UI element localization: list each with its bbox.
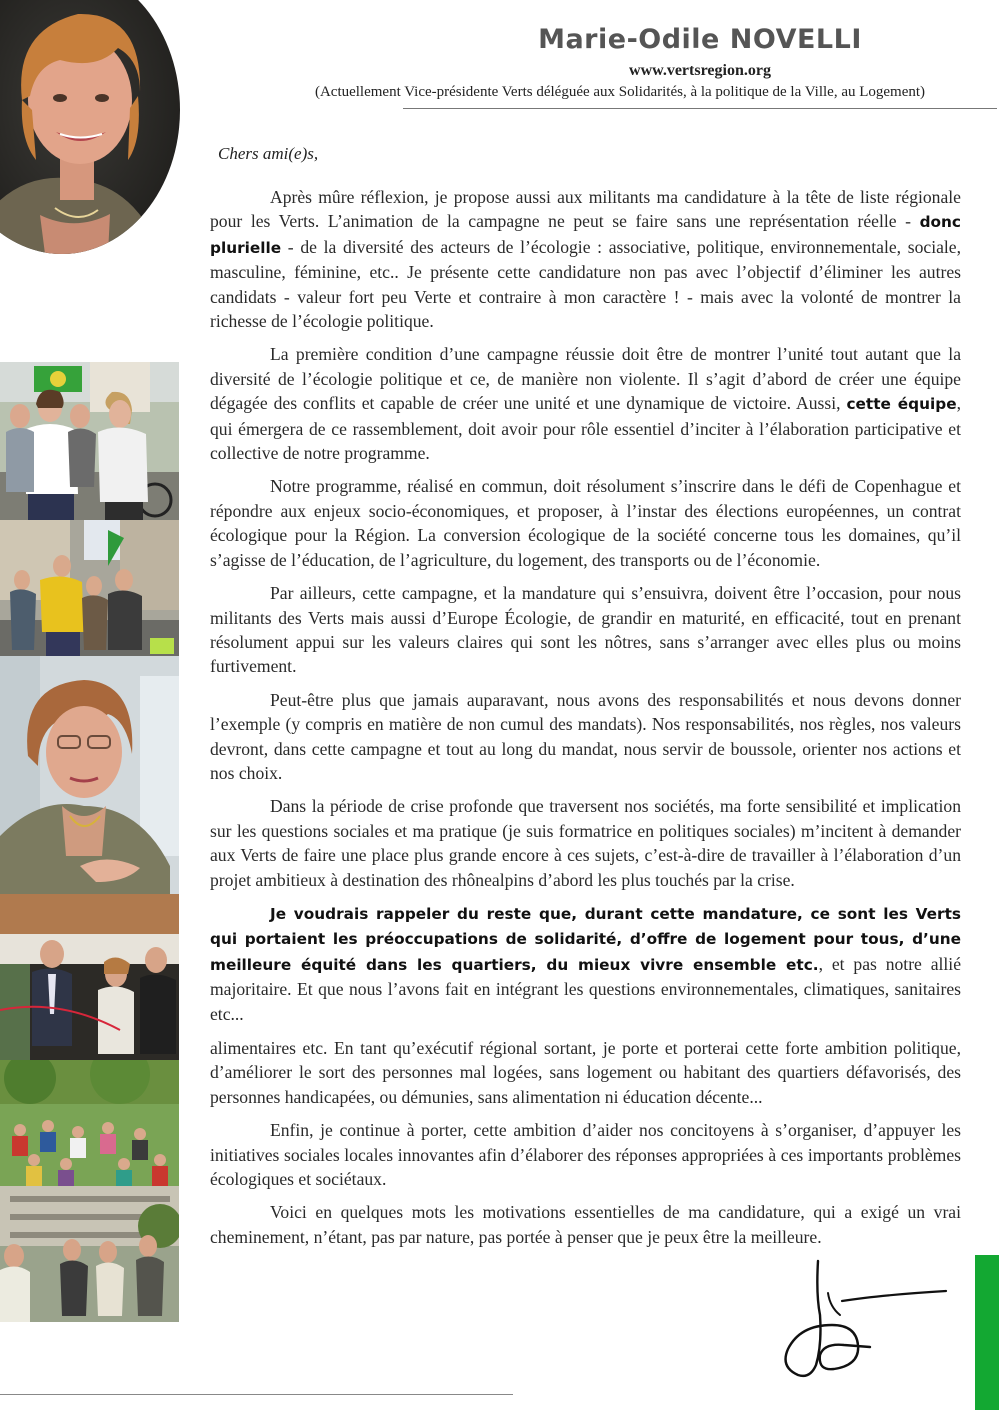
photo-ribbon-cutting	[0, 934, 179, 1060]
paragraph-2	[210, 342, 961, 465]
paragraph-7	[210, 901, 961, 1026]
paragraph-6: Dans la période de crise profonde que traversent nos sociétés, ma forte sensibilité et implication sur les questions sociales et ma pratique (je suis formatrice en politiques sociales) m’incitent à demander aux Verts de faire une place plus grande encore à ces sujets, c’est-à-dire de travailler à l’élaboration d’un projet ambitieux à destination des rhônealpins d’abord les plus touchés par la crise.	[210, 796, 961, 890]
accent-bar	[975, 1255, 999, 1410]
candidate-name: Marie-Odile NOVELLI	[538, 24, 862, 55]
paragraph-9: Enfin, je continue à porter, cette ambition d’aider nos concitoyens à s’organiser, d’appuyer les initiatives sociales locales innovantes afin d’élaborer des réponses appropriées à ces importants problèmes écologiques et sociétaux.	[210, 1120, 961, 1190]
paragraph-4: Par ailleurs, cette campagne, et la mandature qui s’ensuivra, doivent être l’occasion, pour nous militants des Verts mais aussi d’Europe Écologie, de grandir en maturité, en efficacité, tout en prenant résolument appui sur les valeurs claires qui sont les nôtres, sans s’arranger avec elles plus ou moins furtivement.	[210, 583, 961, 677]
role-subtitle: (Actuellement Vice-présidente Verts déléguée aux Solidarités, à la politique de la Ville, au Logement)	[314, 84, 926, 100]
letter-body	[210, 185, 961, 1258]
header-divider	[403, 108, 997, 109]
photo-team-street	[0, 362, 179, 520]
photo-march	[0, 520, 179, 656]
handwritten-signature	[770, 1255, 970, 1385]
paragraph-8: alimentaires etc. En tant qu’exécutif régional sortant, je porte et porterai cette forte ambition politique, d’améliorer le sort des personnes mal logées, sans logement ou habitant des quartiers défavorisés, des personnes handicapées, ou démunies, sans alimentation ni éducation décente...	[210, 1038, 961, 1107]
emphasis-donc-plurielle: donc plurielle	[210, 213, 961, 257]
emphasis-cette-equipe: cette équipe	[846, 395, 957, 414]
photo-park-gathering	[0, 1060, 179, 1186]
salutation: Chers ami(e)s,	[218, 144, 319, 163]
paragraph-2-text-end: , qui émergera de ce rassemblement, doit avoir pour rôle essentiel d’inciter à l’élaboration participative et collective de notre programme.	[210, 393, 961, 464]
photo-building-visit	[0, 1186, 179, 1322]
paragraph-1	[210, 185, 961, 333]
photo-candidate-speaking	[0, 656, 179, 934]
footer-divider	[0, 1394, 513, 1395]
website-link[interactable]: www.vertsregion.org	[629, 62, 771, 79]
paragraph-3: Notre programme, réalisé en commun, doit résolument s’inscrire dans le défi de Copenhague et répondre aux enjeux socio-économiques, et proposer, à l’instar des élections européennes, un contrat écologique pour la Région. La conversion écologique de la société concerne tous les domaines, qu’il s’agisse de l’éducation, de l’agriculture, du logement, des transports ou de l’économie.	[210, 476, 961, 570]
emphasis-solidarity: Je voudrais rappeler du reste que, durant cette mandature, ce sont les Verts qui portaient les préoccupations de solidarité, d’offre de logement pour tous, d’une meilleure équité dans les quartiers, du mieux vivre ensemble etc.	[210, 904, 961, 974]
paragraph-10: Voici en quelques mots les motivations essentielles de ma candidature, qui a exigé un vrai cheminement, n’étant, pas par nature, pas portée à penser que je peux être la meilleure.	[210, 1202, 961, 1247]
paragraph-1-text: Après mûre réflexion, je propose aussi aux militants ma candidature à la tête de liste régionale pour les Verts. L’animation de la campagne ne peut se faire sans une représentation réelle -	[210, 187, 961, 232]
paragraph-1-text-end: - de la diversité des acteurs de l’écologie : associative, politique, environnementale, sociale, masculine, féminine, etc.. Je présente cette candidature non pas avec l’objectif d’éliminer les autres candidats - valeur fort peu Verte et contraire à mon caractère ! - mais avec la volonté de montrer la richesse de l’écologie politique.	[210, 236, 961, 332]
paragraph-2-text: La première condition d’une campagne réussie doit être de montrer l’unité tout autant que la diversité de l’écologie politique et ce, de manière non violente. Il s’agit d’abord de créer une équipe dégagée des conflits et capable de créer une unité et une dynamique de victoire. Aussi,	[210, 344, 961, 414]
paragraph-7-text-end: , et pas notre allié majoritaire. Et que nous l’avons fait en intégrant les questions environnementales, climatiques, sanitaires etc...	[210, 953, 961, 1024]
portrait-photo	[0, 0, 180, 254]
paragraph-5: Peut-être plus que jamais auparavant, nous avons des responsabilités et nous devons donner l’exemple (y compris en matière de non cumul des mandats). Nos responsabilités, nos règles, nos valeurs devront, dans cette campagne et tout au long du mandat, nous servir de boussole, orienter nos actions et nos choix.	[210, 689, 961, 783]
